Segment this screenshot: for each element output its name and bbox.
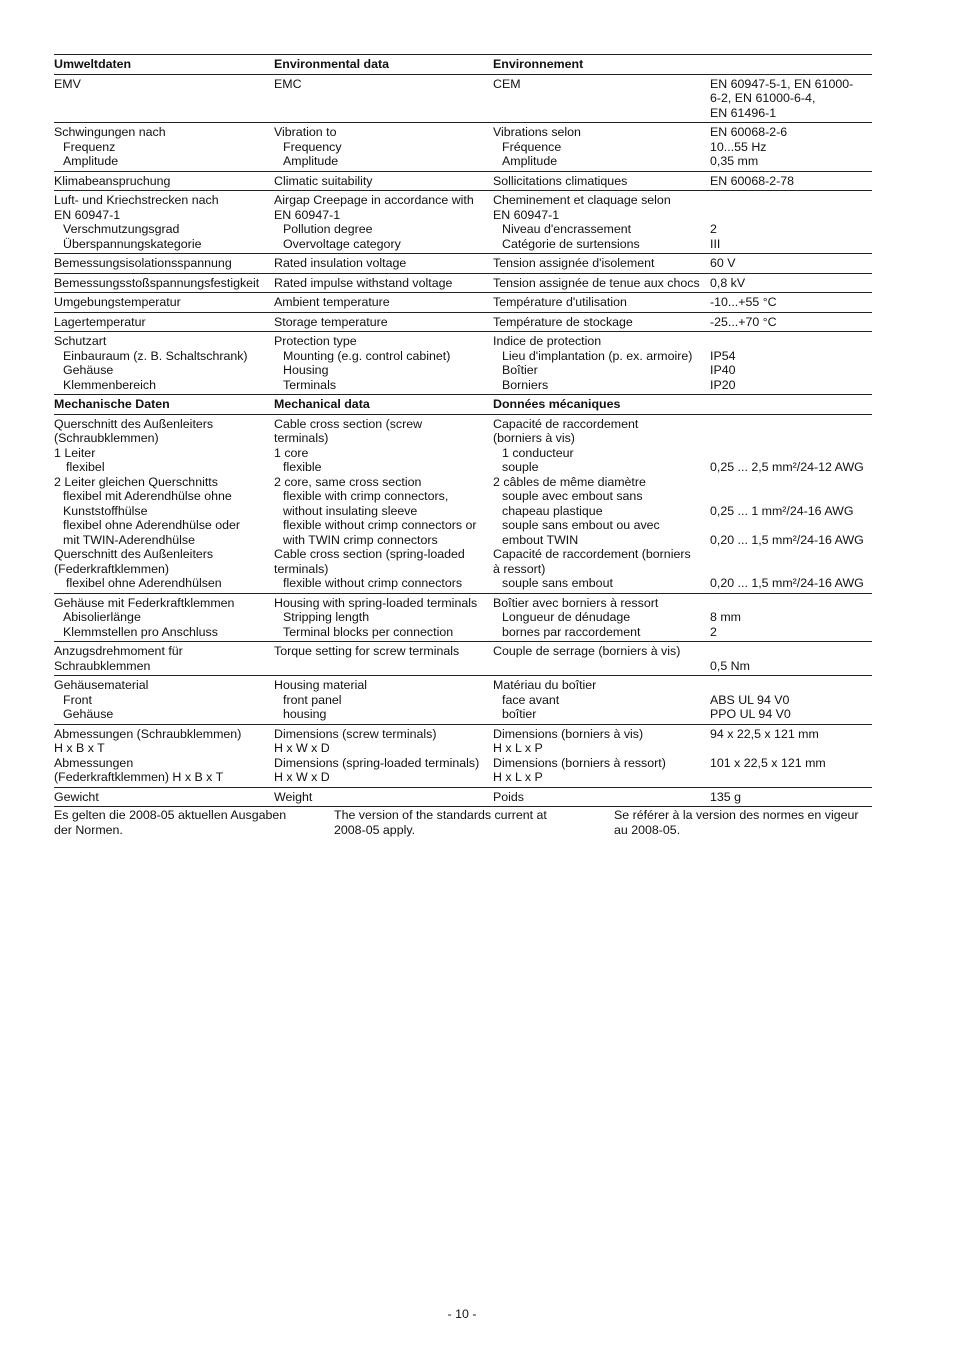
table-cell	[274, 123, 493, 172]
footnote-line: The version of the standards current at	[334, 808, 547, 822]
table-cell	[54, 254, 274, 274]
cell-line	[710, 475, 872, 490]
footnote-de	[54, 808, 314, 837]
cell-line: flexible without crimp connectors or	[283, 518, 477, 532]
table-cell	[710, 787, 872, 807]
cell-line	[710, 193, 872, 208]
cell-line: PPO UL 94 V0	[710, 707, 791, 721]
table-cell	[274, 293, 493, 313]
table-cell	[710, 74, 872, 123]
table-cell	[710, 676, 872, 725]
cell-line: flexibel	[66, 460, 105, 474]
cell-line: Housing	[283, 363, 329, 377]
table-cell	[274, 273, 493, 293]
table-cell	[274, 395, 493, 415]
table-cell	[493, 642, 710, 676]
cell-line: Storage temperature	[274, 314, 388, 329]
table-cell	[710, 191, 872, 254]
cell-line: CEM	[493, 76, 521, 91]
cell-line: Schraubklemmen	[54, 658, 151, 673]
table-row	[54, 593, 872, 642]
cell-line: Gehäuse	[63, 707, 114, 721]
cell-line: Protection type	[274, 334, 357, 348]
cell-line: 0,35 mm	[710, 154, 759, 168]
cell-line	[710, 562, 872, 577]
table-cell	[710, 642, 872, 676]
cell-line: with TWIN crimp connectors	[283, 532, 438, 547]
cell-line: Terminals	[283, 377, 337, 392]
cell-line: Dimensions (borniers à ressort)	[493, 755, 666, 770]
table-cell	[710, 171, 872, 191]
cell-line: 1 core	[274, 445, 309, 460]
table-body	[54, 55, 872, 807]
cell-line: à ressort)	[493, 561, 546, 576]
cell-line: flexible	[283, 460, 322, 474]
table-cell	[274, 312, 493, 332]
cell-line: front panel	[283, 692, 342, 707]
table-cell	[274, 676, 493, 725]
cell-line: Mechanical data	[274, 397, 370, 411]
cell-line	[710, 678, 872, 693]
cell-line	[710, 489, 872, 504]
cell-line: Umweltdaten	[54, 57, 132, 71]
cell-line: Einbauraum (z. B. Schaltschrank)	[63, 348, 248, 363]
table-cell	[274, 74, 493, 123]
cell-line: IP40	[710, 363, 736, 377]
cell-line: Abmessungen (Schraubklemmen)	[54, 726, 242, 741]
cell-line: flexibel mit Aderendhülse ohne	[63, 489, 232, 503]
footnote-line: Es gelten die 2008-05 aktuellen Ausgaben	[54, 808, 287, 822]
cell-line: 0,20 ... 1,5 mm²/24-16 AWG	[710, 532, 864, 547]
table-cell	[54, 414, 274, 593]
table-cell	[493, 593, 710, 642]
footnote-en	[334, 808, 594, 837]
cell-line: H x B x T	[54, 741, 105, 755]
cell-line: Poids	[493, 789, 524, 804]
table-cell	[54, 171, 274, 191]
table-row	[54, 787, 872, 807]
cell-line: Capacité de raccordement	[493, 416, 639, 431]
cell-line: Amplitude	[63, 154, 119, 168]
cell-line	[710, 397, 872, 412]
cell-line: Airgap Creepage in accordance with	[274, 193, 474, 207]
table-cell	[493, 787, 710, 807]
cell-line: 0,20 ... 1,5 mm²/24-16 AWG	[710, 576, 864, 590]
cell-line: III	[710, 236, 721, 251]
cell-line: bornes par raccordement	[502, 624, 641, 639]
cell-line: Front	[63, 692, 92, 707]
cell-line: Schwingungen nach	[54, 125, 166, 139]
cell-line	[710, 770, 872, 785]
footnote-line: der Normen.	[54, 822, 123, 837]
cell-line: 10...55 Hz	[710, 139, 767, 154]
cell-line: H x L x P	[493, 741, 543, 755]
cell-line: 2 Leiter gleichen Querschnitts	[54, 474, 218, 489]
cell-line: ABS UL 94 V0	[710, 692, 790, 707]
cell-line: (Federkraftklemmen) H x B x T	[54, 770, 224, 784]
table-cell	[274, 191, 493, 254]
cell-line: EMC	[274, 76, 302, 91]
table-row	[54, 312, 872, 332]
table-cell	[493, 332, 710, 395]
footnote-line: au 2008-05.	[614, 822, 681, 837]
table-cell	[493, 293, 710, 313]
footnote-line: Se référer à la version des normes en vigeur	[614, 808, 859, 822]
cell-line: Luft- und Kriechstrecken nach	[54, 193, 219, 207]
cell-line: Frequency	[283, 139, 342, 154]
cell-line	[710, 518, 872, 533]
cell-line: Gewicht	[54, 789, 99, 804]
cell-line: Amplitude	[502, 154, 558, 168]
cell-line: EMV	[54, 76, 81, 91]
table-cell	[710, 332, 872, 395]
cell-line: 1 Leiter	[54, 445, 96, 460]
cell-line: chapeau plastique	[502, 503, 603, 518]
table-cell	[54, 395, 274, 415]
table-cell	[274, 55, 493, 75]
cell-line: Ambient temperature	[274, 295, 390, 309]
table-cell	[54, 123, 274, 172]
cell-line: Bemessungsisolationsspannung	[54, 256, 232, 270]
cell-line: Klemmstellen pro Anschluss	[63, 624, 218, 639]
cell-line: Catégorie de surtensions	[502, 236, 640, 251]
table-row	[54, 123, 872, 172]
cell-line	[710, 431, 872, 446]
cell-line: souple sans embout ou avec	[502, 518, 660, 532]
table-cell	[710, 593, 872, 642]
section-header-row	[54, 55, 872, 75]
cell-line: Vibration to	[274, 125, 337, 139]
cell-line: 0,25 ... 1 mm²/24-16 AWG	[710, 503, 854, 518]
cell-line: Klemmenbereich	[63, 377, 156, 392]
cell-line: 0,8 kV	[710, 275, 746, 290]
cell-line: EN 60947-5-1, EN 61000-	[710, 76, 854, 91]
cell-line: Gehäuse mit Federkraftklemmen	[54, 595, 235, 610]
table-row	[54, 254, 872, 274]
table-cell	[710, 254, 872, 274]
cell-line: Kunststoffhülse	[63, 503, 148, 518]
cell-line	[710, 57, 872, 72]
cell-line: Querschnitt des Außenleiters	[54, 547, 214, 561]
table-cell	[274, 332, 493, 395]
cell-line: flexibel ohne Aderendhülsen	[66, 576, 222, 590]
cell-line: Indice de protection	[493, 334, 602, 348]
cell-line: 0,5 Nm	[710, 658, 750, 673]
cell-line: Torque setting for screw terminals	[274, 644, 460, 658]
cell-line: 2 câbles de même diamètre	[493, 474, 646, 489]
cell-line: EN 60947-1	[54, 207, 121, 222]
table-cell	[710, 55, 872, 75]
cell-line: EN 60947-1	[274, 207, 341, 222]
table-cell	[54, 676, 274, 725]
table-cell	[493, 55, 710, 75]
table-cell	[274, 171, 493, 191]
cell-line: terminals)	[274, 431, 329, 445]
table-cell	[493, 676, 710, 725]
cell-line: H x W x D	[274, 770, 330, 784]
cell-line	[710, 417, 872, 432]
table-cell	[54, 642, 274, 676]
cell-line: Stripping length	[283, 610, 370, 624]
table-row	[54, 642, 872, 676]
table-cell	[493, 273, 710, 293]
cell-line: Amplitude	[283, 154, 339, 168]
cell-line	[710, 334, 872, 349]
table-cell	[710, 312, 872, 332]
cell-line: Abmessungen	[54, 755, 134, 770]
cell-line: EN 61496-1	[710, 105, 777, 120]
cell-line	[710, 208, 872, 223]
cell-line: Tension assignée d'isolement	[493, 256, 655, 270]
cell-line: mit TWIN-Aderendhülse	[63, 532, 195, 547]
cell-line: IP54	[710, 348, 736, 363]
table-cell	[274, 724, 493, 787]
cell-line: (borniers à vis)	[493, 431, 575, 445]
cell-line: flexible with crimp connectors,	[283, 489, 449, 503]
cell-line	[710, 547, 872, 562]
cell-line: Gehäusematerial	[54, 678, 149, 692]
cell-line: 2	[710, 222, 717, 236]
cell-line: Frequenz	[63, 139, 116, 154]
table-cell	[493, 414, 710, 593]
cell-line: H x W x D	[274, 741, 330, 755]
table-cell	[493, 395, 710, 415]
table-row	[54, 191, 872, 254]
cell-line	[710, 446, 872, 461]
cell-line: Cheminement et claquage selon	[493, 193, 671, 207]
table-cell	[54, 332, 274, 395]
cell-line: Dimensions (spring-loaded terminals)	[274, 755, 480, 770]
cell-line: Overvoltage category	[283, 236, 401, 251]
cell-line: -25...+70 °C	[710, 314, 777, 329]
cell-line: Mounting (e.g. control cabinet)	[283, 348, 451, 363]
cell-line: terminals)	[274, 561, 329, 576]
cell-line: Abisolierlänge	[63, 610, 141, 624]
cell-line: housing	[283, 707, 327, 721]
cell-line: Couple de serrage (borniers à vis)	[493, 644, 681, 658]
table-row	[54, 74, 872, 123]
cell-line: flexible without crimp connectors	[283, 576, 463, 590]
cell-line: Dimensions (screw terminals)	[274, 726, 437, 741]
cell-line: (Federkraftklemmen)	[54, 561, 169, 576]
cell-line: Lagertemperatur	[54, 314, 146, 329]
table-cell	[493, 254, 710, 274]
cell-line: 1 conducteur	[502, 445, 574, 460]
cell-line	[710, 644, 872, 659]
cell-line: Fréquence	[502, 139, 562, 154]
cell-line: -10...+55 °C	[710, 295, 777, 309]
table-cell	[710, 293, 872, 313]
section-header-row	[54, 395, 872, 415]
table-cell	[274, 414, 493, 593]
cell-line: (Schraubklemmen)	[54, 431, 159, 445]
cell-line: Matériau du boîtier	[493, 678, 597, 692]
table-cell	[493, 724, 710, 787]
cell-line: Querschnitt des Außenleiters	[54, 416, 214, 431]
cell-line: Verschmutzungsgrad	[63, 222, 180, 236]
cell-line: Capacité de raccordement (borniers	[493, 547, 691, 561]
cell-line: embout TWIN	[502, 532, 579, 547]
cell-line: Données mécaniques	[493, 397, 621, 411]
cell-line: flexibel ohne Aderendhülse oder	[63, 518, 241, 532]
cell-line: H x L x P	[493, 770, 543, 784]
table-row	[54, 724, 872, 787]
cell-line	[710, 596, 872, 611]
table-cell	[54, 191, 274, 254]
cell-line: 94 x 22,5 x 121 mm	[710, 726, 819, 741]
cell-line: Klimabeanspruchung	[54, 173, 171, 188]
cell-line: Housing with spring-loaded terminals	[274, 595, 478, 610]
table-cell	[274, 254, 493, 274]
table-cell	[710, 273, 872, 293]
table-cell	[274, 787, 493, 807]
cell-line: Rated insulation voltage	[274, 256, 407, 270]
cell-line: 6-2, EN 61000-6-4,	[710, 91, 816, 105]
technical-data-table	[54, 54, 872, 807]
table-row	[54, 332, 872, 395]
table-row	[54, 273, 872, 293]
cell-line: 135 g	[710, 789, 742, 804]
cell-line: Tension assignée de tenue aux chocs	[493, 275, 700, 290]
cell-line: Niveau d'encrassement	[502, 222, 632, 236]
table-cell	[710, 414, 872, 593]
cell-line: EN 60947-1	[493, 207, 560, 222]
table-cell	[54, 593, 274, 642]
cell-line: Température d'utilisation	[493, 295, 627, 309]
table-cell	[493, 312, 710, 332]
cell-line: Anzugsdrehmoment für	[54, 644, 183, 658]
cell-line: Borniers	[502, 377, 549, 392]
cell-line: souple avec embout sans	[502, 489, 643, 503]
table-row	[54, 293, 872, 313]
cell-line: 2 core, same cross section	[274, 474, 422, 489]
table-cell	[493, 171, 710, 191]
cell-line: Longueur de dénudage	[502, 610, 631, 624]
cell-line: 2	[710, 624, 717, 639]
cell-line: Rated impulse withstand voltage	[274, 275, 453, 290]
cell-line: Dimensions (borniers à vis)	[493, 726, 644, 741]
table-row	[54, 676, 872, 725]
table-row	[54, 414, 872, 593]
page-number: - 10 -	[447, 1307, 477, 1321]
cell-line: face avant	[502, 692, 560, 707]
cell-line: Gehäuse	[63, 363, 114, 377]
cell-line: Température de stockage	[493, 314, 633, 329]
cell-line: without insulating sleeve	[283, 503, 418, 518]
table-cell	[54, 74, 274, 123]
table-cell	[54, 787, 274, 807]
table-cell	[710, 395, 872, 415]
cell-line: Schutzart	[54, 334, 107, 348]
cell-line: IP20	[710, 377, 736, 392]
table-row	[54, 171, 872, 191]
cell-line: boîtier	[502, 707, 537, 721]
cell-line: 101 x 22,5 x 121 mm	[710, 755, 826, 770]
cell-line: Weight	[274, 789, 313, 804]
cell-line: Climatic suitability	[274, 173, 373, 188]
cell-line: 0,25 ... 2,5 mm²/24-12 AWG	[710, 460, 864, 474]
footnote-fr	[614, 808, 874, 837]
table-cell	[493, 123, 710, 172]
cell-line: Lieu d'implantation (p. ex. armoire)	[502, 348, 693, 363]
cell-line: Environnement	[493, 57, 584, 71]
cell-line: souple	[502, 460, 539, 474]
cell-line: 8 mm	[710, 610, 741, 624]
table-cell	[274, 593, 493, 642]
footnote-line: 2008-05 apply.	[334, 822, 416, 837]
table-cell	[274, 642, 493, 676]
cell-line: EN 60068-2-6	[710, 125, 788, 139]
cell-line: Bemessungsstoßspannungsfestigkeit	[54, 275, 260, 290]
cell-line: 60 V	[710, 256, 736, 270]
cell-line: Boîtier	[502, 363, 538, 377]
cell-line: Housing material	[274, 678, 367, 692]
table-cell	[54, 312, 274, 332]
cell-line: souple sans embout	[502, 576, 613, 590]
cell-line: Pollution degree	[283, 222, 373, 236]
cell-line	[710, 741, 872, 756]
cell-line: Environmental data	[274, 57, 389, 71]
cell-line: Sollicitations climatiques	[493, 173, 628, 188]
table-cell	[710, 724, 872, 787]
cell-line: Mechanische Daten	[54, 397, 170, 411]
table-cell	[54, 293, 274, 313]
cell-line: Cable cross section (screw	[274, 416, 423, 431]
cell-line: Boîtier avec borniers à ressort	[493, 595, 659, 610]
cell-line: Cable cross section (spring-loaded	[274, 547, 465, 561]
table-cell	[493, 191, 710, 254]
cell-line: Terminal blocks per connection	[283, 624, 454, 639]
cell-line: Umgebungstemperatur	[54, 295, 181, 309]
cell-line: Vibrations selon	[493, 125, 581, 139]
table-cell	[710, 123, 872, 172]
cell-line: Überspannungskategorie	[63, 236, 202, 251]
cell-line: EN 60068-2-78	[710, 173, 795, 188]
table-cell	[54, 273, 274, 293]
table-cell	[493, 74, 710, 123]
table-cell	[54, 724, 274, 787]
table-cell	[54, 55, 274, 75]
